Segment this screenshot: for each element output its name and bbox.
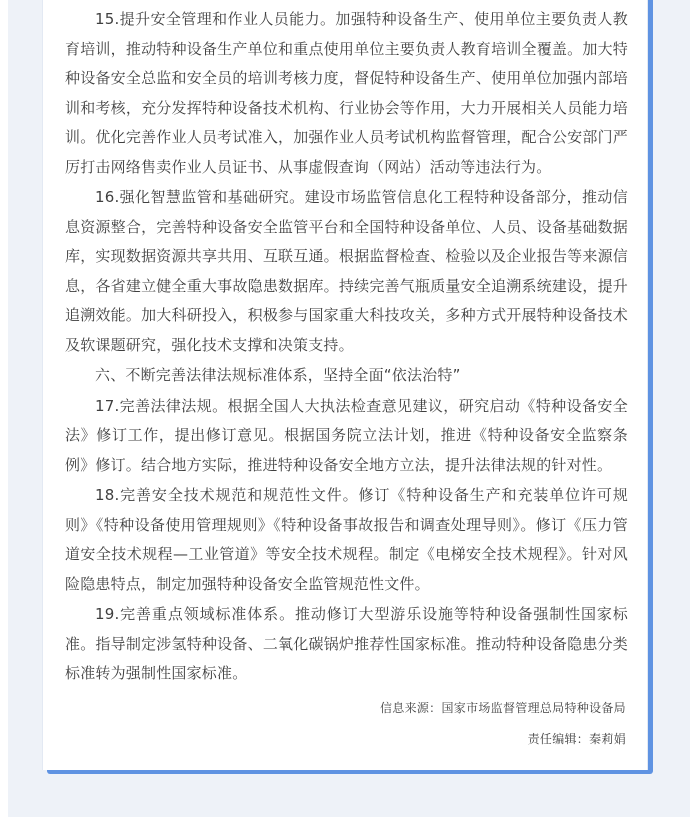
paragraph-17: 17.完善法律法规。根据全国人大执法检查意见建议，研究启动《特种设备安全法》修订工作，提出修订意见。根据国务院立法计划，推进《特种设备安全监察条例》修订。结合地方实际，推进特种设备安全地方立法，提升法律法规的针对性。 xyxy=(65,396,628,474)
section-heading-6: 六、不断完善法律法规标准体系，坚持全面“依法治特” xyxy=(95,366,461,384)
paragraph-16: 16.强化智慧监管和基础研究。建设市场监管信息化工程特种设备部分，推动信息资源整合，完善特种设备安全监管平台和全国特种设备单位、人员、设备基础数据库，实现数据资源共享共用、互联互通。根据监督检查、检验以及企业报告等来源信息，各省建立健全重大事故隐患数据库。持续完善气瓶质量安全追溯系统建设，提升追溯效能。加大科研投入，积极参与国家重大科技攻关，多种方式开展特种设备技术及软课题研究，强化技术支撑和决策支持。 xyxy=(65,188,628,354)
left-margin-strip xyxy=(0,0,8,817)
paragraph-15: 15.提升安全管理和作业人员能力。加强特种设备生产、使用单位主要负责人教育培训，推动特种设备生产单位和重点使用单位主要负责人教育培训全覆盖。加大特种设备安全总监和安全员的培训考核力度，督促特种设备生产、使用单位加强内部培训和考核，充分发挥特种设备技术机构、行业协会等作用，大力开展相关人员能力培训。优化完善作业人员考试准入，加强作业人员考试机构监督管理，配合公安部门严厉打击网络售卖作业人员证书、从事虚假查询（网站）活动等违法行为。 xyxy=(65,10,628,176)
article-body xyxy=(65,5,628,690)
source-credit: 信息来源：国家市场监督管理总局特种设备局 xyxy=(379,701,626,715)
editor-credit: 责任编辑：秦莉娟 xyxy=(527,732,626,746)
paragraph-19: 19.完善重点领域标准体系。推动修订大型游乐设施等特种设备强制性国家标准。指导制定涉氢特种设备、二氧化碳锅炉推荐性国家标准。推动特种设备隐患分类标准转为强制性国家标准。 xyxy=(65,605,628,682)
paragraph-18: 18.完善安全技术规范和规范性文件。修订《特种设备生产和充装单位许可规则》《特种设备使用管理规则》《特种设备事故报告和调查处理导则》。修订《压力管道安全技术规程—工业管道》等安全技术规程。制定《电梯安全技术规程》。针对风险隐患特点，制定加强特种设备安全监管规范性文件。 xyxy=(65,486,628,593)
